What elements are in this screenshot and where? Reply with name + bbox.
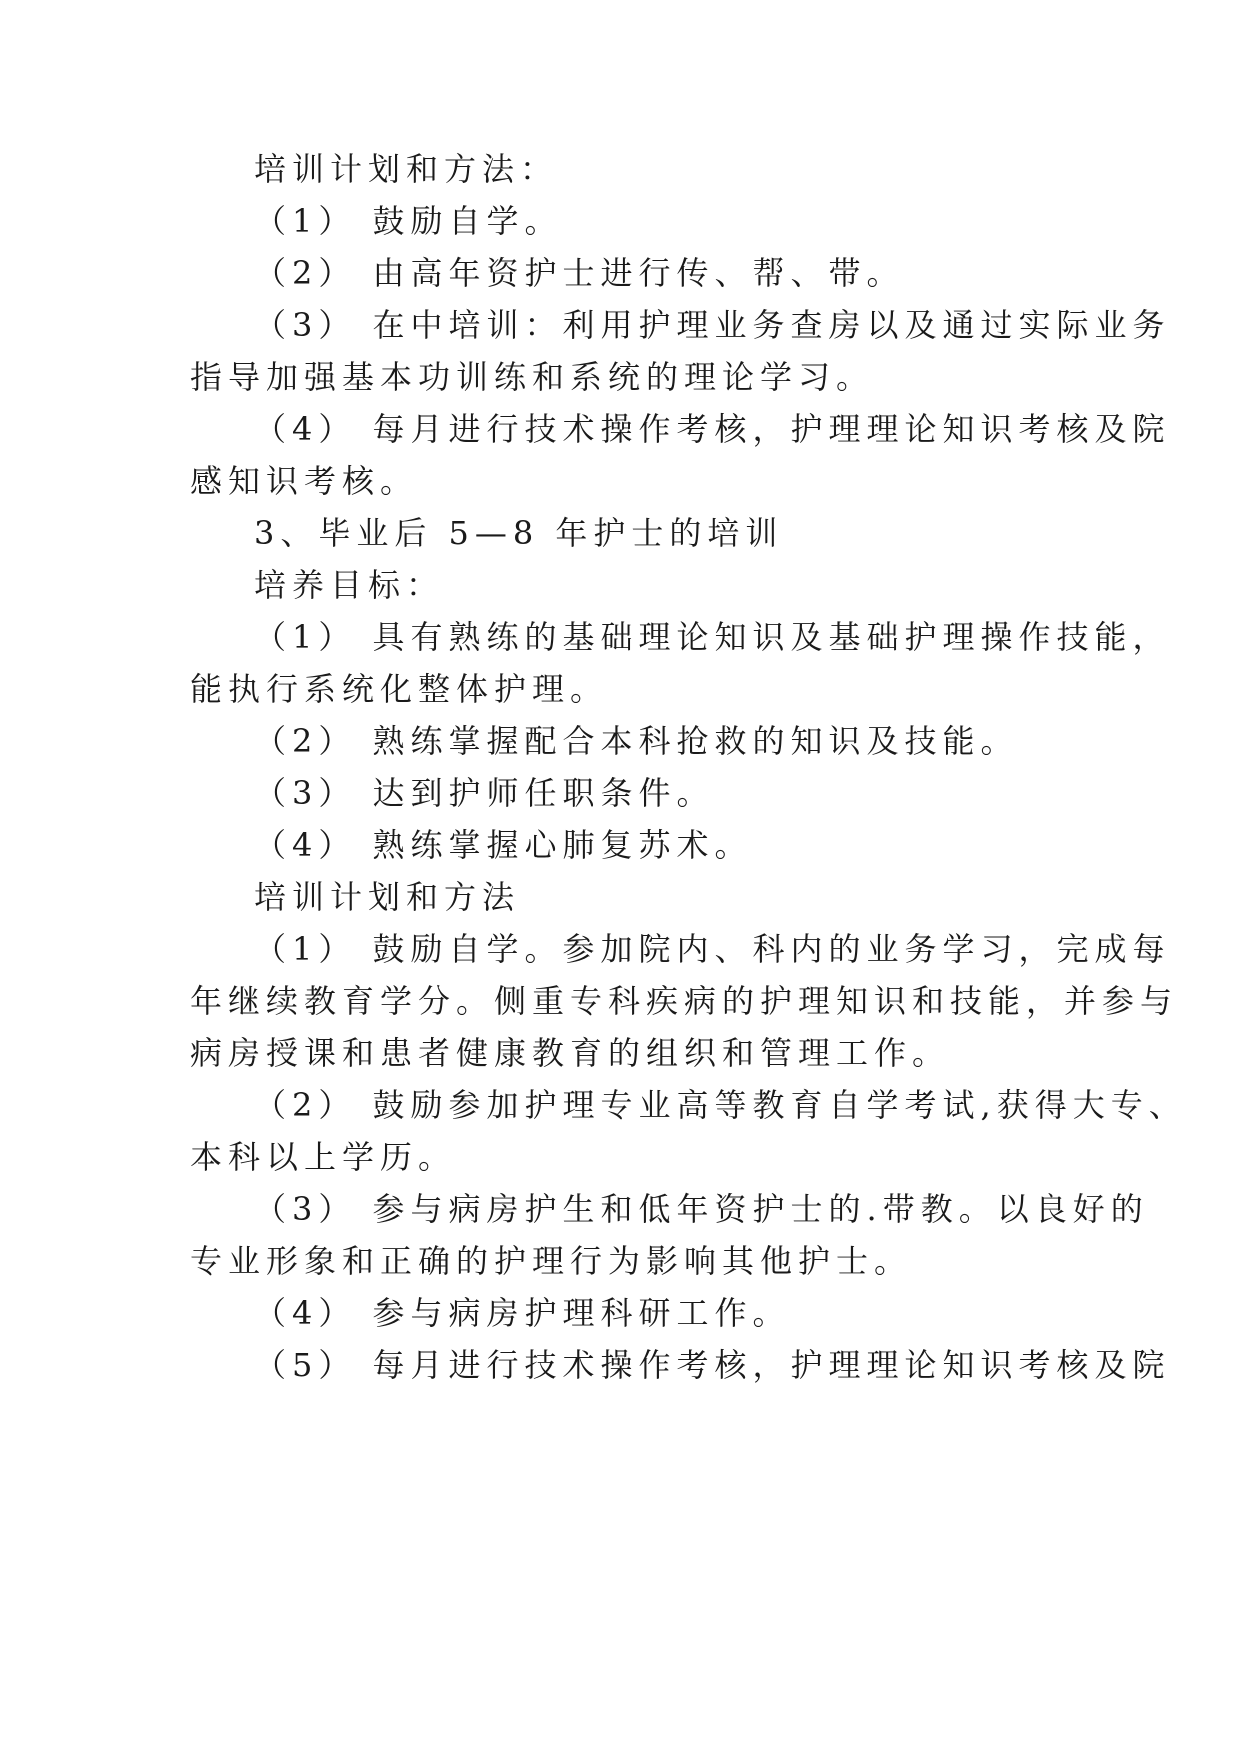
text-line: （4） 参与病房护理科研工作。 — [254, 1294, 791, 1332]
text-line: 培训计划和方法 — [254, 878, 521, 916]
text-line: （2） 由高年资护士进行传、帮、带。 — [254, 254, 905, 292]
text-line: （4） 熟练掌握心肺复苏术。 — [254, 826, 753, 864]
section-heading: 3、毕业后 5—8 年护士的培训 — [254, 514, 784, 552]
text-line: （3） 在中培训：利用护理业务查房以及通过实际业务 — [254, 306, 1171, 344]
text-line: 本科以上学历。 — [190, 1138, 457, 1176]
text-line: 指导加强基本功训练和系统的理论学习。 — [190, 358, 875, 396]
text-line: 年继续教育学分。侧重专科疾病的护理知识和技能，并参与 — [190, 982, 1179, 1020]
text-line: （4） 每月进行技术操作考核，护理理论知识考核及院 — [254, 410, 1171, 448]
text-line: （1） 鼓励自学。参加院内、科内的业务学习，完成每 — [254, 930, 1171, 968]
text-line: （1） 具有熟练的基础理论知识及基础护理操作技能， — [254, 618, 1171, 656]
text-line: 病房授课和患者健康教育的组织和管理工作。 — [190, 1034, 951, 1072]
text-line: 专业形象和正确的护理行为影响其他护士。 — [190, 1242, 913, 1280]
text-line: 感知识考核。 — [190, 462, 419, 500]
text-line: （1） 鼓励自学。 — [254, 202, 563, 240]
text-line: 培训计划和方法： — [254, 150, 559, 188]
text-line: 能执行系统化整体护理。 — [190, 670, 609, 708]
text-line: （3） 达到护师任职条件。 — [254, 774, 715, 812]
text-line: （5） 每月进行技术操作考核，护理理论知识考核及院 — [254, 1346, 1171, 1384]
text-line: （2） 鼓励参加护理专业高等教育自学考试,获得大专、 — [254, 1086, 1187, 1124]
text-line: 培养目标： — [254, 566, 445, 604]
text-line: （3） 参与病房护生和低年资护士的.带教。以良好的 — [254, 1190, 1149, 1228]
text-line: （2） 熟练掌握配合本科抢救的知识及技能。 — [254, 722, 1019, 760]
